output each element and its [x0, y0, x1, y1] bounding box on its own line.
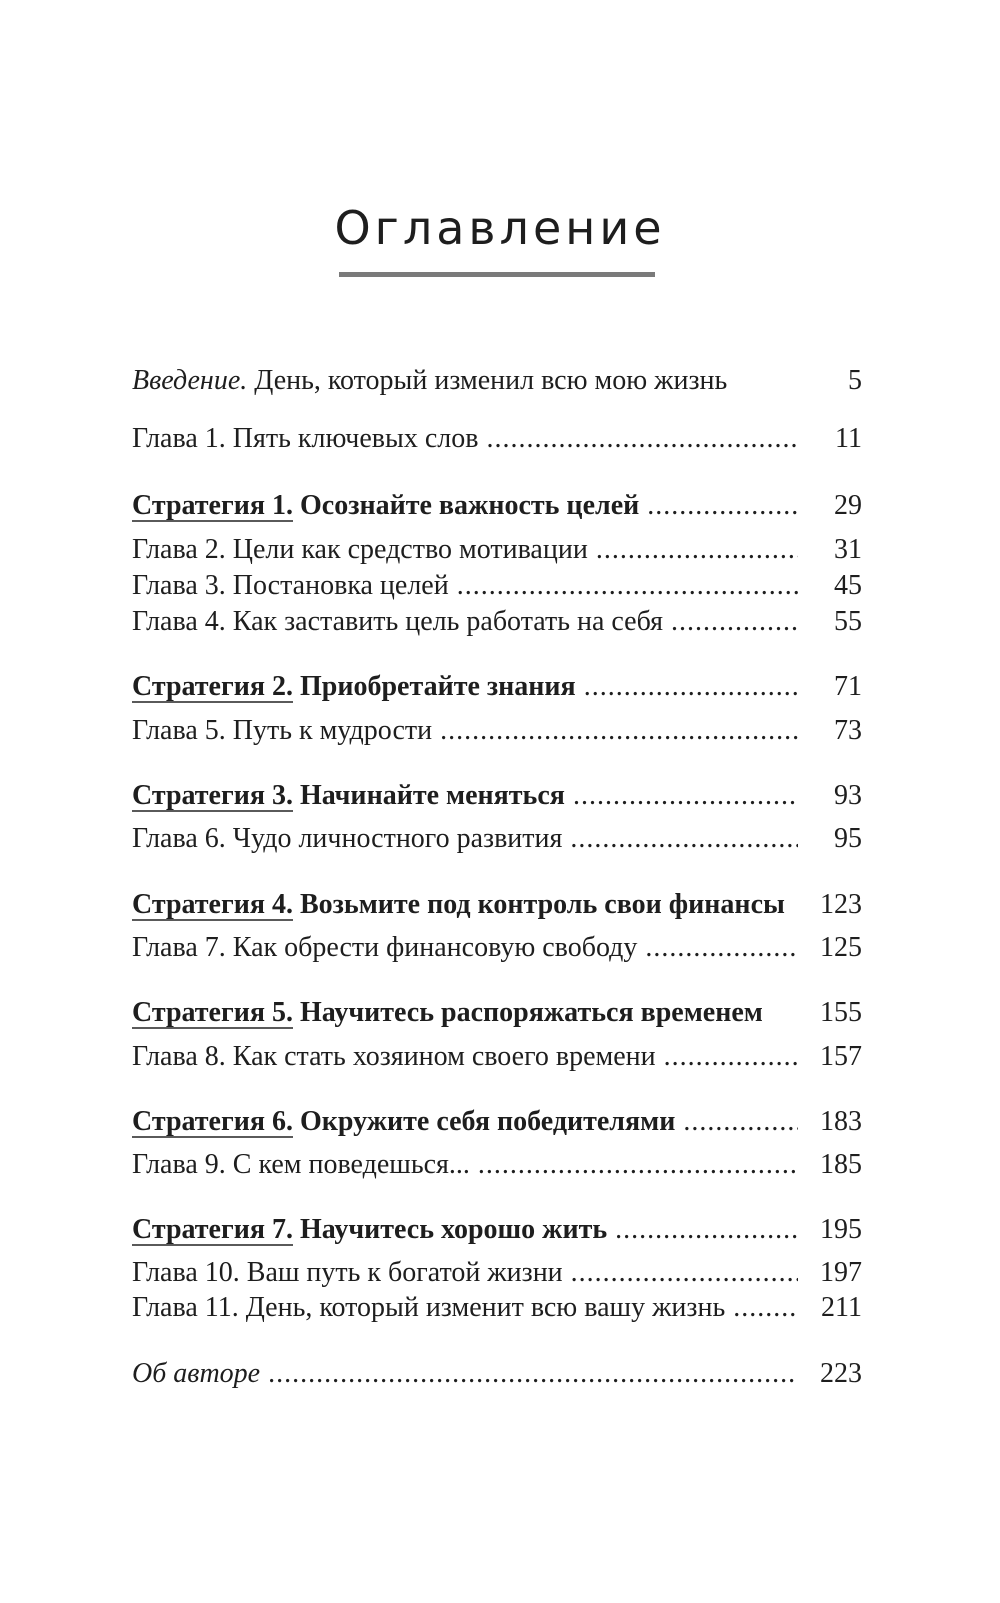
toc-entry-strategy-6[interactable]	[132, 1105, 862, 1139]
entry-title: Возьмите под контроль свои финансы	[292, 889, 785, 920]
entry-title: Глава 11. День, который изменит всю вашу жизнь	[132, 1292, 726, 1323]
toc-entry-strategy-4[interactable]	[132, 888, 862, 922]
entry-title: Глава 4. Как заставить цель работать на себя	[132, 606, 664, 637]
strategy-prefix: Стратегия 1.	[132, 490, 293, 521]
page-number: 11	[835, 423, 862, 454]
dot-leader	[486, 422, 798, 456]
page-number: 195	[820, 1214, 862, 1245]
toc-entry-strategy-1[interactable]	[132, 489, 862, 523]
toc-entry-chapter-1[interactable]	[132, 422, 862, 456]
entry-title: Окружите себя победителями	[292, 1106, 676, 1137]
toc-entry-strategy-7[interactable]	[132, 1213, 862, 1247]
dot-leader	[615, 1213, 798, 1247]
toc-entry-chapter-9[interactable]	[132, 1148, 862, 1182]
entry-title: Научитесь хорошо жить	[292, 1214, 608, 1245]
page-number: 211	[821, 1292, 862, 1323]
entry-title: Об авторе	[132, 1358, 261, 1389]
strategy-prefix: Стратегия 5.	[132, 997, 293, 1028]
dot-leader	[645, 931, 798, 965]
page-number: 93	[834, 780, 862, 811]
page-number: 123	[820, 889, 862, 920]
dot-leader	[733, 1291, 798, 1325]
dot-leader	[440, 714, 798, 748]
toc-entry-chapter-3[interactable]	[132, 569, 862, 603]
dot-leader	[478, 1148, 798, 1182]
dot-leader	[671, 605, 798, 639]
toc-entry-strategy-2[interactable]	[132, 670, 862, 704]
entry-title: Глава 3. Постановка целей	[132, 570, 449, 601]
toc-entry-chapter-5[interactable]	[132, 714, 862, 748]
dot-leader	[647, 489, 798, 523]
page-number: 5	[848, 365, 862, 396]
entry-title: Глава 2. Цели как средство мотивации	[132, 534, 588, 565]
strategy-prefix: Стратегия 7.	[132, 1214, 293, 1245]
toc-entry-chapter-10[interactable]	[132, 1256, 862, 1290]
dot-leader	[457, 569, 798, 603]
dot-leader	[584, 670, 798, 704]
page-title: Оглавление	[334, 201, 666, 255]
entry-title: Начинайте меняться	[292, 780, 565, 811]
page-number: 155	[820, 997, 862, 1028]
entry-title: Глава 5. Путь к мудрости	[132, 715, 433, 746]
entry-title: Глава 8. Как стать хозяином своего времени	[132, 1041, 656, 1072]
dot-leader	[683, 1105, 798, 1139]
dot-leader	[596, 533, 798, 567]
toc-entry-chapter-7[interactable]	[132, 931, 862, 965]
dot-leader	[268, 1357, 798, 1391]
toc-entry-chapter-2[interactable]	[132, 533, 862, 567]
page-number: 157	[820, 1041, 862, 1072]
page-number: 45	[834, 570, 862, 601]
entry-title: День, который изменил всю мою жизнь	[247, 365, 728, 396]
toc-entry-chapter-6[interactable]	[132, 822, 862, 856]
dot-leader	[573, 779, 798, 813]
strategy-prefix: Стратегия 4.	[132, 889, 293, 920]
page-number: 31	[834, 534, 862, 565]
entry-title: Глава 7. Как обрести финансовую свободу	[132, 932, 638, 963]
strategy-prefix: Стратегия 2.	[132, 671, 293, 702]
page-number: 55	[834, 606, 862, 637]
toc-entry-chapter-8[interactable]	[132, 1040, 862, 1074]
page-number: 71	[834, 671, 862, 702]
toc-entry-strategy-3[interactable]	[132, 779, 862, 813]
dot-leader	[570, 822, 798, 856]
page-number: 197	[820, 1257, 862, 1288]
entry-title: Осознайте важность целей	[292, 490, 640, 521]
page-number: 183	[820, 1106, 862, 1137]
strategy-prefix: Стратегия 3.	[132, 780, 293, 811]
toc-entry-about-author[interactable]	[132, 1357, 862, 1391]
toc-entry-chapter-4[interactable]	[132, 605, 862, 639]
page-number: 73	[834, 715, 862, 746]
toc-entry-introduction[interactable]	[132, 364, 862, 398]
entry-title: Научитесь распоряжаться временем	[292, 997, 763, 1028]
page-number: 29	[834, 490, 862, 521]
page-number: 223	[820, 1358, 862, 1389]
dot-leader	[571, 1256, 798, 1290]
page-number: 95	[834, 823, 862, 854]
entry-title: Приобретайте знания	[292, 671, 576, 702]
entry-title: Глава 9. С кем поведешься...	[132, 1149, 470, 1180]
strategy-prefix: Стратегия 6.	[132, 1106, 293, 1137]
page-number: 125	[820, 932, 862, 963]
entry-title: Глава 10. Ваш путь к богатой жизни	[132, 1257, 563, 1288]
toc-entry-strategy-5[interactable]	[132, 996, 862, 1030]
dot-leader	[664, 1040, 798, 1074]
toc-entry-chapter-11[interactable]	[132, 1291, 862, 1325]
entry-title: Глава 6. Чудо личностного развития	[132, 823, 563, 854]
entry-prefix-italic: Введение.	[132, 365, 248, 396]
page-number: 185	[820, 1149, 862, 1180]
entry-title: Глава 1. Пять ключевых слов	[132, 423, 479, 454]
title-underline	[339, 272, 655, 277]
